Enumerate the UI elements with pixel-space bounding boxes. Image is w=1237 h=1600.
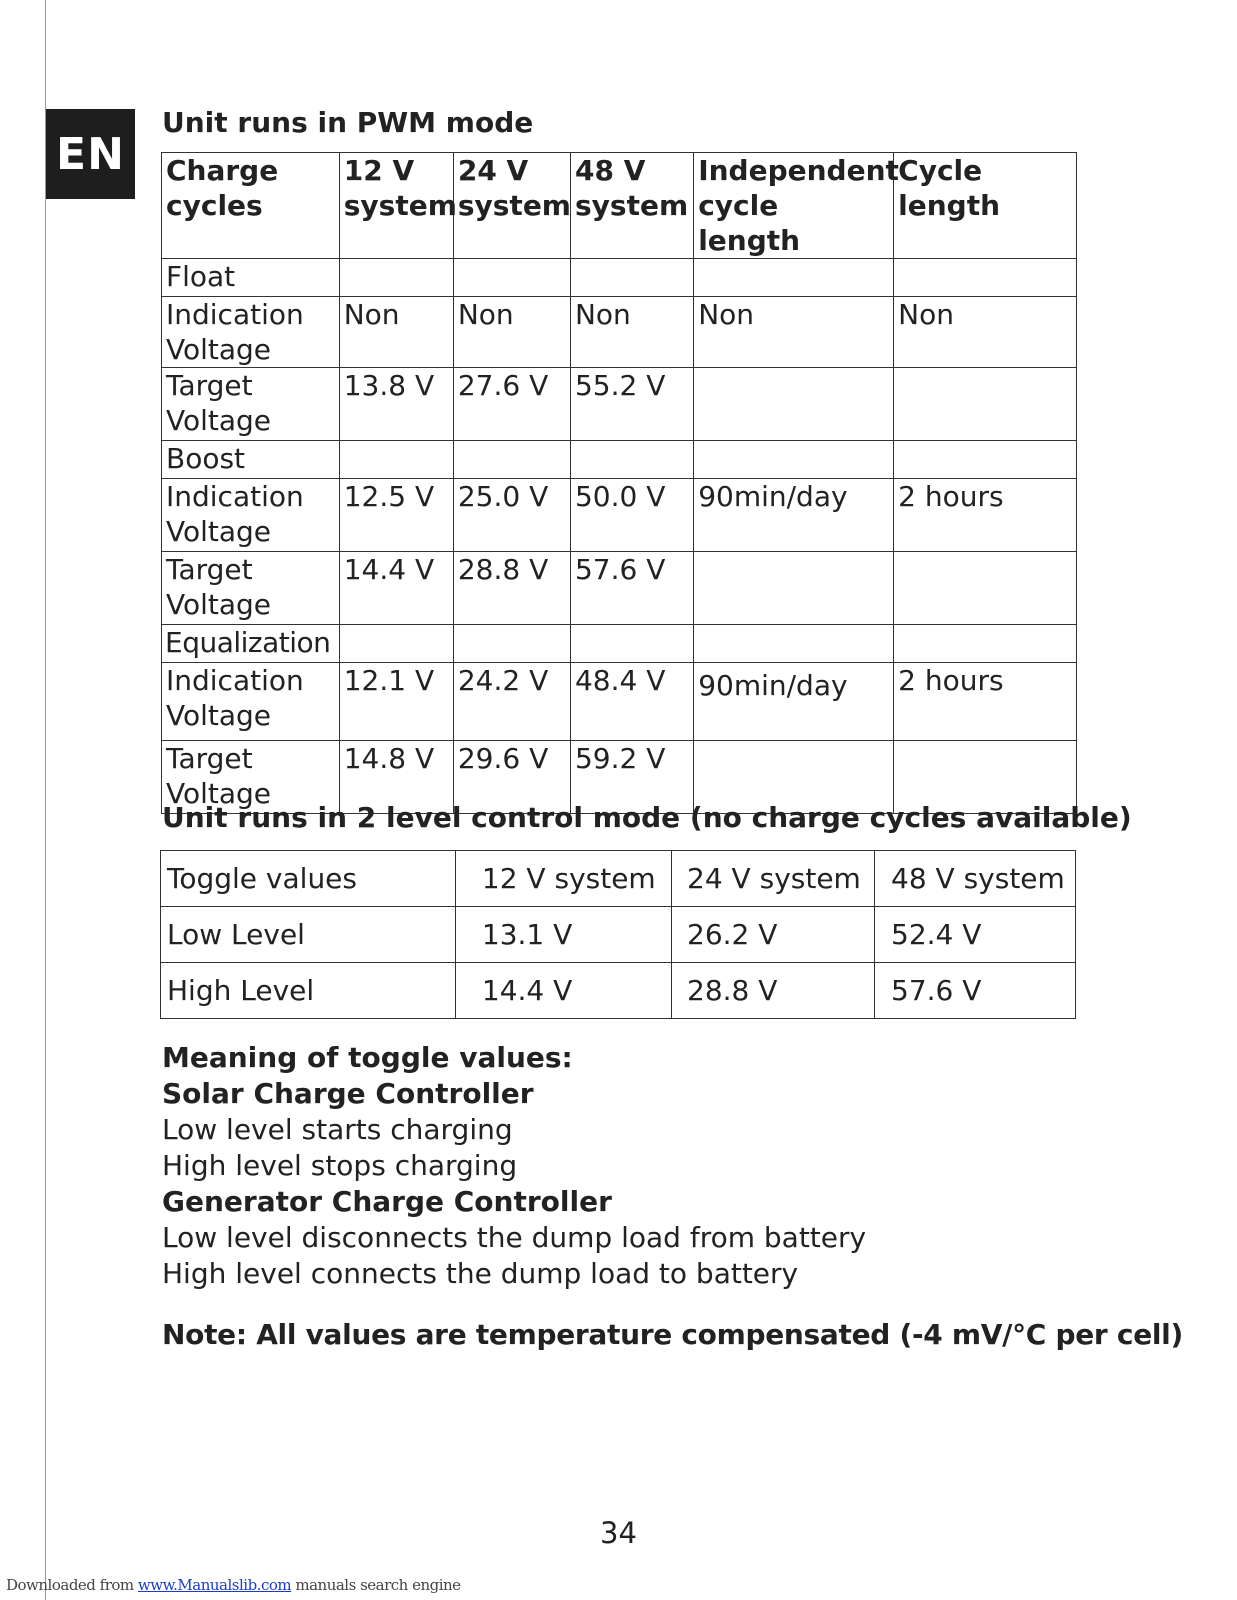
footer-suffix: manuals search engine xyxy=(291,1576,461,1594)
margin-rule xyxy=(45,0,46,1600)
cell: 24.2 V xyxy=(453,663,570,741)
cell: 13.1 V xyxy=(455,907,671,963)
cell: 28.8 V xyxy=(453,552,570,625)
cell: 59.2 V xyxy=(570,741,693,814)
table-row-boost xyxy=(162,441,1077,479)
cell: Non xyxy=(894,297,1077,368)
cell: Non xyxy=(694,297,894,368)
meaning-section xyxy=(162,1040,866,1292)
header-24v: 24 V system xyxy=(453,153,570,259)
header-48v: 48 V system xyxy=(570,153,693,259)
two-level-table xyxy=(160,850,1076,1019)
header-charge-cycles: Charge cycles xyxy=(162,153,340,259)
meaning-title: Meaning of toggle values: xyxy=(162,1041,573,1074)
table-row xyxy=(162,663,1077,741)
solar-title: Solar Charge Controller xyxy=(162,1077,534,1110)
group-label: Equalization xyxy=(162,625,340,663)
cell: 55.2 V xyxy=(570,368,693,441)
table-row xyxy=(162,552,1077,625)
pwm-heading: Unit runs in PWM mode xyxy=(162,106,534,139)
footer xyxy=(6,1576,461,1594)
language-tab: EN xyxy=(46,109,135,199)
two-level-heading: Unit runs in 2 level control mode (no charge cycles available) xyxy=(162,801,1132,834)
cell: 2 hours xyxy=(894,479,1077,552)
table-row-float xyxy=(162,259,1077,297)
cell: Non xyxy=(339,297,453,368)
cell: 29.6 V xyxy=(453,741,570,814)
cell: 26.2 V xyxy=(672,907,875,963)
two-level-header-row xyxy=(161,851,1076,907)
header-independent-cycle: Independent cycle length xyxy=(694,153,894,259)
generator-title: Generator Charge Controller xyxy=(162,1185,612,1218)
group-label: Boost xyxy=(162,441,340,479)
cell: Non xyxy=(453,297,570,368)
header-48v: 48 V system xyxy=(875,851,1076,907)
solar-line: High level stops charging xyxy=(162,1149,518,1182)
pwm-table xyxy=(161,152,1077,814)
cell: 48.4 V xyxy=(570,663,693,741)
cell: Non xyxy=(570,297,693,368)
cell: 52.4 V xyxy=(875,907,1076,963)
table-row-low-level xyxy=(161,907,1076,963)
table-row-equalization xyxy=(162,625,1077,663)
row-label: Indication Voltage xyxy=(162,479,340,552)
header-12v: 12 V system xyxy=(339,153,453,259)
header-12v: 12 V system xyxy=(455,851,671,907)
table-row xyxy=(162,297,1077,368)
cell: 12.5 V xyxy=(339,479,453,552)
cell: 13.8 V xyxy=(339,368,453,441)
cell: 57.6 V xyxy=(570,552,693,625)
cell: 50.0 V xyxy=(570,479,693,552)
row-label: Low Level xyxy=(161,907,456,963)
note: Note: All values are temperature compensated (-4 mV/°C per cell) xyxy=(162,1318,1183,1351)
cell: 25.0 V xyxy=(453,479,570,552)
cell: 12.1 V xyxy=(339,663,453,741)
solar-line: Low level starts charging xyxy=(162,1113,513,1146)
row-label: Target Voltage xyxy=(162,552,340,625)
group-label: Float xyxy=(162,259,340,297)
row-label: High Level xyxy=(161,963,456,1019)
cell: 14.4 V xyxy=(339,552,453,625)
cell: 90min/day xyxy=(694,663,894,741)
cell: 14.4 V xyxy=(455,963,671,1019)
page-number: 34 xyxy=(600,1516,637,1550)
table-row xyxy=(162,368,1077,441)
table-row xyxy=(162,479,1077,552)
table-row-high-level xyxy=(161,963,1076,1019)
cell: 2 hours xyxy=(894,663,1077,741)
footer-prefix: Downloaded from xyxy=(6,1576,138,1594)
row-label: Target Voltage xyxy=(162,741,340,814)
cell: 14.8 V xyxy=(339,741,453,814)
footer-link[interactable]: www.Manualslib.com xyxy=(137,1576,292,1594)
cell: 57.6 V xyxy=(875,963,1076,1019)
pwm-header-row xyxy=(162,153,1077,259)
generator-line: High level connects the dump load to battery xyxy=(162,1257,799,1290)
row-label: Target Voltage xyxy=(162,368,340,441)
cell: 90min/day xyxy=(694,479,894,552)
cell: 28.8 V xyxy=(672,963,875,1019)
header-toggle-values: Toggle values xyxy=(161,851,456,907)
header-24v: 24 V system xyxy=(672,851,875,907)
generator-line: Low level disconnects the dump load from battery xyxy=(162,1221,867,1254)
cell: 27.6 V xyxy=(453,368,570,441)
row-label: Indication Voltage xyxy=(162,297,340,368)
row-label: Indication Voltage xyxy=(162,663,340,741)
header-cycle-length: Cycle length xyxy=(894,153,1077,259)
